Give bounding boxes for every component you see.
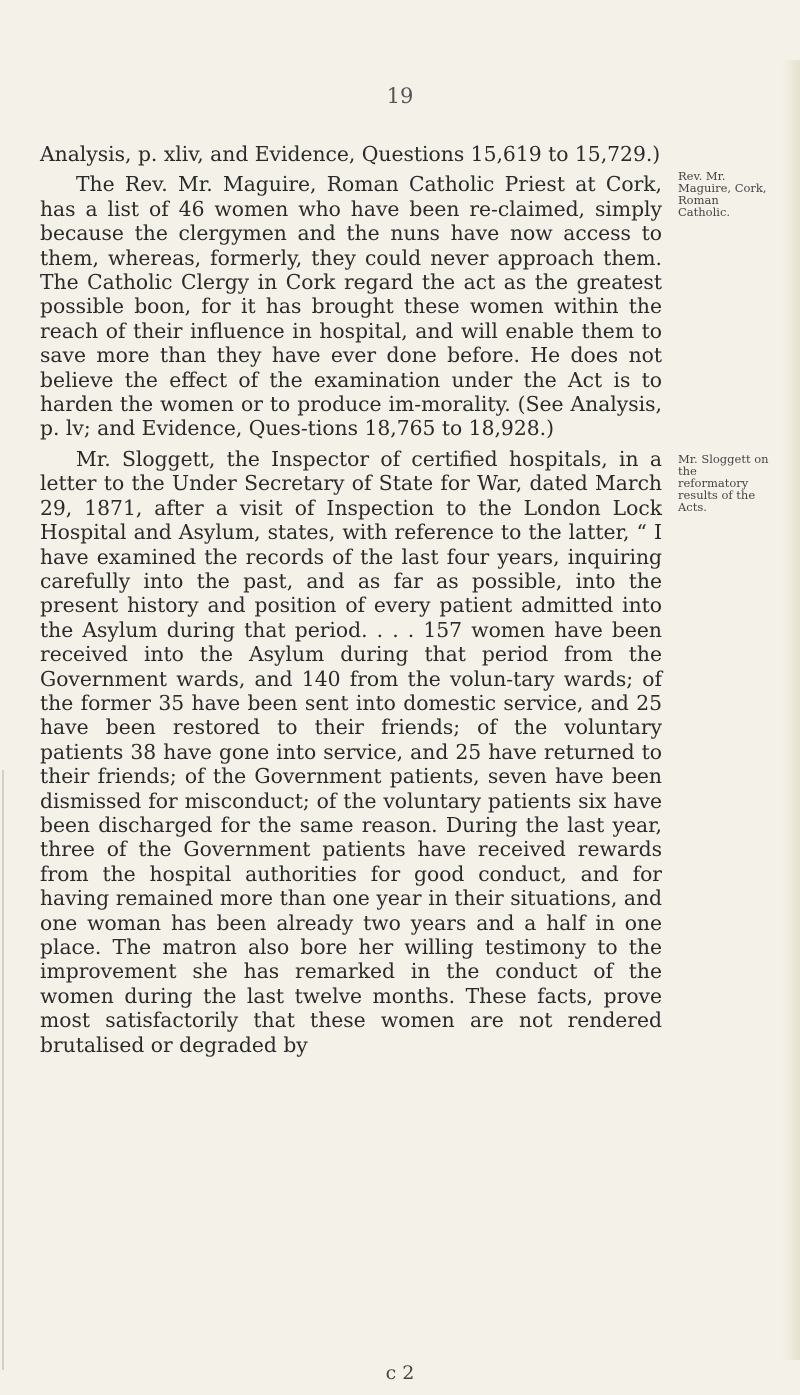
paragraph-maguire: The Rev. Mr. Maguire, Roman Catholic Priest at Cork, has a list of 46 women who have been re-claimed, simply because the clergymen and the nuns have now access to them, whereas, formerly, they could never approach them. The Catholic Clergy in Cork regard the act as the greatest possible boon, for it has brought these women within the reach of their influence in hospital, and will enable them to save more than they have ever done before. He does not believe the effect of the examination under the Act is to harden the women or to produce im-morality. (See Analysis, p. lv; and Evidence, Ques-tions 18,765 to 18,928.) bbox=[40, 172, 662, 441]
paragraph-sloggett: Mr. Sloggett, the Inspector of certified hospitals, in a letter to the Under Secretary of State for War, dated March 29, 1871, after a visit of Inspection to the London Lock Hospital and Asylum, states, with reference to the latter, “ I have examined the records of the last four years, inquiring carefully into the past, and as far as possible, into the present history and position of every patient admitted into the Asylum during that period. . . . 157 women have been received into the Asylum during that period from the Government wards, and 140 from the volun-tary wards; of the former 35 have been sent into domestic service, and 25 have been restored to their friends; of the voluntary patients 38 have gone into service, and 25 have returned to their friends; of the Government patients, seven have been dismissed for misconduct; of the voluntary patients six have been discharged for the same reason. During the last year, three of the Government patients have received rewards from the hospital authorities for good conduct, and for having remained more than one year in their situations, and one woman has been already two years and a half in one place. The matron also bore her willing testimony to the improvement she has remarked in the conduct of the women during the last twelve months. These facts, prove most satisfactorily that these women are not rendered brutalised or degraded by bbox=[40, 446, 662, 1057]
catchword: c 2 bbox=[385, 1362, 415, 1384]
paragraph-continuation: Analysis, p. xliv, and Evidence, Questions 15,619 to 15,729.) bbox=[40, 142, 661, 166]
binding-mark bbox=[2, 770, 4, 1370]
margin-note-sloggett: Mr. Sloggett on the reformatory results of the Acts. bbox=[678, 452, 769, 514]
page-number: 19 bbox=[386, 84, 414, 108]
margin-note-maguire: Rev. Mr. Maguire, Cork, Roman Catholic. bbox=[678, 169, 767, 219]
body-text bbox=[40, 142, 662, 1057]
page-edge-shading bbox=[782, 60, 800, 1360]
